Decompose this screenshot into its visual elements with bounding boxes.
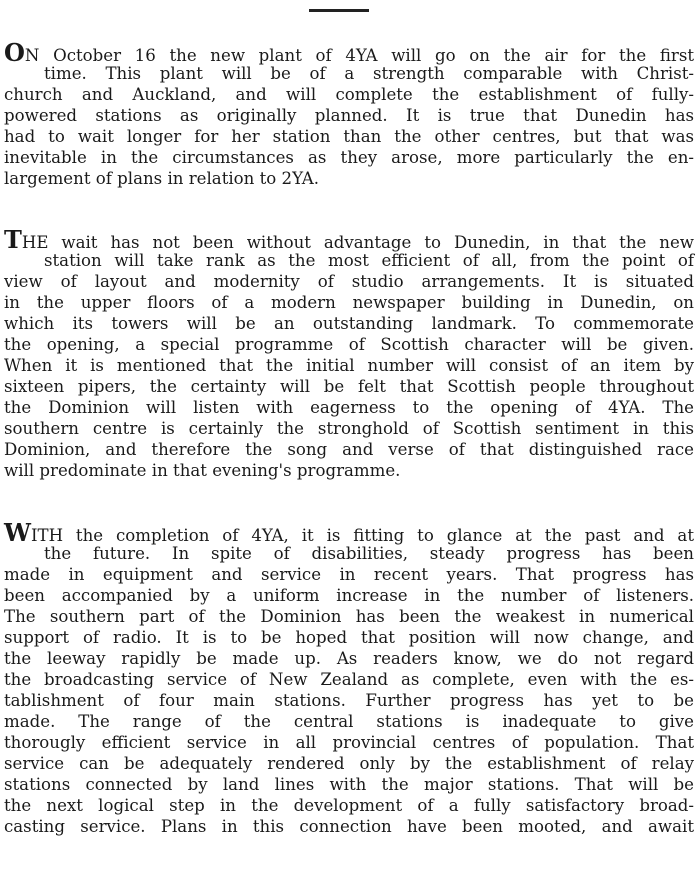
text-line: will predominate in that evening's programme. xyxy=(4,461,401,480)
text-line: time. This plant will be of a strength comparable with Christ- xyxy=(44,64,694,83)
drop-cap: O xyxy=(4,38,25,67)
text-line: the leeway rapidly be made up. As readers know, we do not regard xyxy=(4,649,694,668)
text-line: WITH the completion of 4YA, it is fitting to glance at the past and at xyxy=(4,518,694,547)
text-line: had to wait longer for her station than the other centres, but that was xyxy=(4,127,694,146)
text-line: powered stations as originally planned. It is true that Dunedin has xyxy=(4,106,694,125)
text-line: service can be adequately rendered only by the establishment of relay xyxy=(4,754,694,773)
paragraph-4ya-plant xyxy=(4,38,694,189)
text-line: casting service. Plans in this connection have been mooted, and await xyxy=(4,817,694,836)
drop-cap: T xyxy=(4,225,22,254)
text-line: made. The range of the central stations is inadequate to give xyxy=(4,712,694,731)
drop-cap: W xyxy=(4,518,31,547)
paragraph-completion-of-4ya xyxy=(4,518,694,837)
text-line: the next logical step in the development of a fully satisfactory broad- xyxy=(4,796,694,815)
text-line: made in equipment and service in recent years. That progress has xyxy=(4,565,694,584)
text-line: view of layout and modernity of studio arrangements. It is situated xyxy=(4,272,694,291)
text-line: the broadcasting service of New Zealand as complete, even with the es- xyxy=(4,670,694,689)
text-line: largement of plans in relation to 2YA. xyxy=(4,169,320,188)
text-line: stations connected by land lines with the major stations. That will be xyxy=(4,775,694,794)
text-line: support of radio. It is to be hoped that position will now change, and xyxy=(4,628,694,647)
text-line: been accompanied by a uniform increase in the number of listeners. xyxy=(4,586,694,605)
text-line: inevitable in the circumstances as they arose, more particularly the en- xyxy=(4,148,694,167)
text-line: station will take rank as the most efficient of all, from the point of xyxy=(44,251,694,270)
text-line: which its towers will be an outstanding landmark. To commemorate xyxy=(4,314,694,333)
text-line: When it is mentioned that the initial number will consist of an item by xyxy=(4,356,694,375)
header-rule xyxy=(309,9,369,12)
text-line: The southern part of the Dominion has been the weakest in numerical xyxy=(4,607,694,626)
text-line: Dominion, and therefore the song and verse of that distinguished race xyxy=(4,440,694,459)
text-line: tablishment of four main stations. Further progress has yet to be xyxy=(4,691,694,710)
text-line: the future. In spite of disabilities, steady progress has been xyxy=(44,544,694,563)
text-line: southern centre is certainly the stronghold of Scottish sentiment in this xyxy=(4,419,694,438)
text-line: church and Auckland, and will complete the establishment of fully- xyxy=(4,85,694,104)
paragraph-dunedin-advantage xyxy=(4,225,694,481)
text-line: in the upper floors of a modern newspaper building in Dunedin, on xyxy=(4,293,694,312)
text-line: sixteen pipers, the certainty will be felt that Scottish people throughout xyxy=(4,377,694,396)
text-line: the Dominion will listen with eagerness to the opening of 4YA. The xyxy=(4,398,694,417)
text-line: the opening, a special programme of Scottish character will be given. xyxy=(4,335,694,354)
text-line: thorougly efficient service in all provincial centres of population. That xyxy=(4,733,694,752)
text-line: ON October 16 the new plant of 4YA will go on the air for the first xyxy=(4,38,694,67)
text-line: THE wait has not been without advantage to Dunedin, in that the new xyxy=(4,225,694,254)
